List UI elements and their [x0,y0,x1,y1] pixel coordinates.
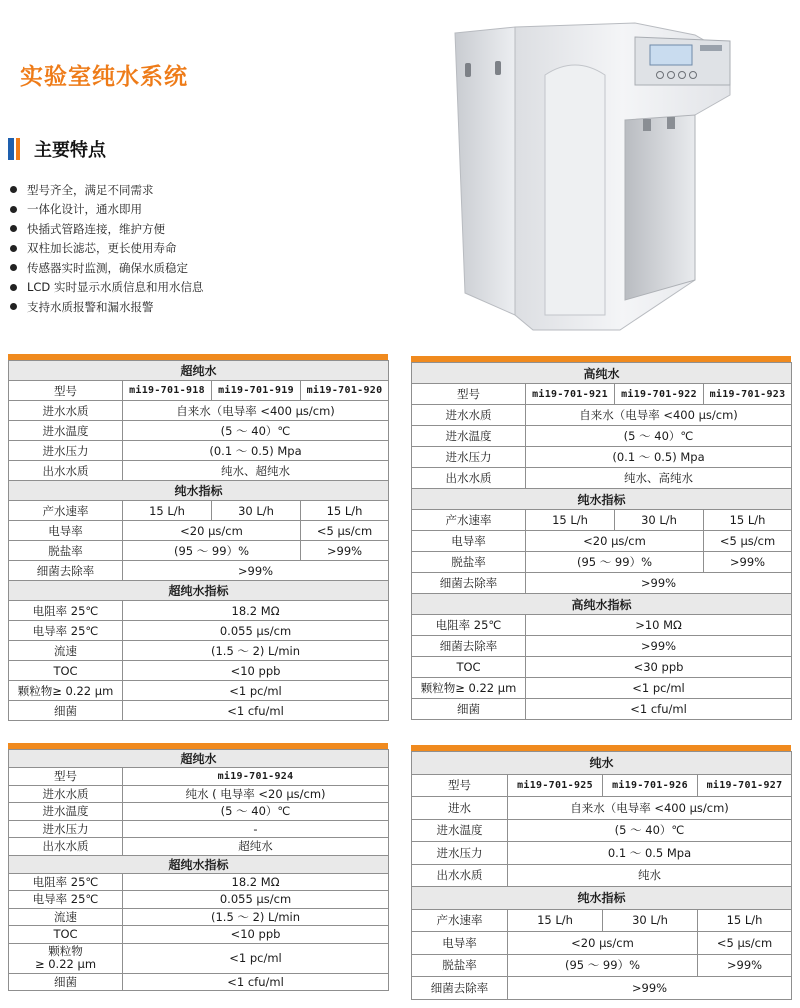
feature-text: 快插式管路连接，维护方便 [27,221,165,236]
model-number: mi19-701-926 [603,774,698,797]
row-value: 超纯水 [123,838,389,856]
row-label: 电导率 [9,521,123,541]
row-label: 细菌去除率 [412,636,526,657]
row-value: <30 ppb [526,657,792,678]
row-value: 15 L/h [508,909,603,932]
section-heading: 超纯水指标 [9,581,389,601]
row-value: <1 pc/ml [123,943,389,973]
model-number: mi19-701-924 [123,768,389,786]
row-value: 30 L/h [615,510,704,531]
row-value: (0.1 ～ 0.5) Mpa [526,447,792,468]
model-number: mi19-701-927 [698,774,792,797]
row-label: 电导率 [412,932,508,955]
row-label: 进水温度 [412,819,508,842]
row-value: <10 ppb [123,926,389,944]
heading-bar-blue [8,138,14,160]
row-value: 0.055 μs/cm [123,621,389,641]
table-heading: 超纯水 [9,361,389,381]
row-value: <1 cfu/ml [526,699,792,720]
heading-bar-orange [16,138,20,160]
feature-item [10,239,203,259]
row-label: 进水压力 [9,820,123,838]
features-heading-text: 主要特点 [34,140,106,161]
row-value: <10 ppb [123,661,389,681]
features-heading [8,136,106,162]
row-label: 电导率 25℃ [9,891,123,909]
row-value: (95 ～ 99）% [526,552,704,573]
row-value: (95 ～ 99）% [123,541,301,561]
model-number: mi19-701-922 [615,384,704,405]
row-value: 自来水（电导率 <400 μs/cm) [508,797,792,820]
row-label: 电阻率 25℃ [412,615,526,636]
row-label: 颗粒物 ≥ 0.22 μm [9,943,123,973]
row-label: 细菌 [9,973,123,991]
row-value: <5 μs/cm [301,521,389,541]
row-label: 出水水质 [9,461,123,481]
row-value: (1.5 ～ 2) L/min [123,641,389,661]
row-label: 出水水质 [412,864,508,887]
bullet-icon [10,186,17,193]
section-heading: 纯水指标 [412,887,792,910]
row-value: 15 L/h [301,501,389,521]
page-title: 实验室纯水系统 [20,64,188,90]
row-value: <5 μs/cm [704,531,792,552]
row-value: (0.1 ～ 0.5) Mpa [123,441,389,461]
row-label: 进水温度 [9,421,123,441]
feature-text: 传感器实时监测，确保水质稳定 [27,260,188,275]
row-value: 30 L/h [212,501,301,521]
row-value: >99% [123,561,389,581]
row-value: <20 μs/cm [526,531,704,552]
feature-item [10,258,203,278]
row-label: TOC [412,657,526,678]
row-value: 30 L/h [603,909,698,932]
features-list [10,180,203,317]
row-value: 纯水 ( 电导率 <20 μs/cm) [123,785,389,803]
row-label: 细菌去除率 [412,573,526,594]
row-value: (5 ～ 40）℃ [508,819,792,842]
row-value: >99% [698,954,792,977]
row-value: >99% [301,541,389,561]
row-value: >99% [704,552,792,573]
row-label: 进水水质 [9,401,123,421]
row-label: 脱盐率 [412,954,508,977]
row-value: 15 L/h [698,909,792,932]
row-value: <5 μs/cm [698,932,792,955]
row-value: 纯水、高纯水 [526,468,792,489]
row-label: 进水温度 [9,803,123,821]
row-label: 产水速率 [412,510,526,531]
bullet-icon [10,264,17,271]
spec-table-ultrapure-1 [8,354,388,721]
feature-text: 支持水质报警和漏水报警 [27,299,154,314]
bullet-icon [10,303,17,310]
row-value: 自来水（电导率 <400 μs/cm) [123,401,389,421]
model-number: mi19-701-921 [526,384,615,405]
spec-table-pure [411,745,791,1000]
row-value: <1 cfu/ml [123,701,389,721]
row-label: 颗粒物≥ 0.22 μm [412,678,526,699]
feature-text: 一体化设计，通水即用 [27,202,142,217]
feature-item [10,219,203,239]
row-label: 细菌去除率 [412,977,508,1000]
row-label: 进水水质 [412,405,526,426]
bullet-icon [10,225,17,232]
row-value: <20 μs/cm [508,932,698,955]
row-value: 18.2 MΩ [123,601,389,621]
row-value: 自来水（电导率 <400 μs/cm) [526,405,792,426]
row-value: >10 MΩ [526,615,792,636]
row-value: 15 L/h [123,501,212,521]
row-value: >99% [526,636,792,657]
row-label: 进水压力 [9,441,123,461]
row-value: (5 ～ 40）℃ [526,426,792,447]
row-label: 细菌去除率 [9,561,123,581]
section-heading: 超纯水指标 [9,855,389,873]
row-label: 型号 [9,381,123,401]
row-label: 出水水质 [412,468,526,489]
spec-table-highpure [411,356,791,720]
model-number: mi19-701-919 [212,381,301,401]
row-label: TOC [9,661,123,681]
row-label: 颗粒物≥ 0.22 μm [9,681,123,701]
row-label: 产水速率 [9,501,123,521]
row-value: >99% [508,977,792,1000]
row-value: - [123,820,389,838]
model-number: mi19-701-923 [704,384,792,405]
feature-text: 双柱加长滤芯，更长使用寿命 [27,241,177,256]
section-heading: 高纯水指标 [412,594,792,615]
row-value: <1 pc/ml [526,678,792,699]
feature-text: 型号齐全，满足不同需求 [27,182,154,197]
row-label: 细菌 [412,699,526,720]
row-value: 15 L/h [704,510,792,531]
row-value: <1 pc/ml [123,681,389,701]
feature-text: LCD 实时显示水质信息和用水信息 [27,280,204,295]
row-label: 进水 [412,797,508,820]
row-label: 进水压力 [412,447,526,468]
row-value: 0.1 ～ 0.5 Mpa [508,842,792,865]
model-number: mi19-701-918 [123,381,212,401]
row-label: TOC [9,926,123,944]
row-label: 型号 [9,768,123,786]
bullet-icon [10,206,17,213]
model-number: mi19-701-920 [301,381,389,401]
row-value: 纯水、超纯水 [123,461,389,481]
row-label: 流速 [9,908,123,926]
spec-table-ultrapure-2 [8,743,388,991]
row-value: <1 cfu/ml [123,973,389,991]
row-label: 电导率 25℃ [9,621,123,641]
row-label: 脱盐率 [412,552,526,573]
row-value: >99% [526,573,792,594]
row-label: 电阻率 25℃ [9,601,123,621]
bullet-icon [10,284,17,291]
row-value: 15 L/h [526,510,615,531]
row-label: 细菌 [9,701,123,721]
row-label: 电导率 [412,531,526,552]
table-heading: 纯水 [412,752,792,775]
row-label: 进水压力 [412,842,508,865]
feature-item [10,278,203,298]
feature-item [10,200,203,220]
row-label: 进水水质 [9,785,123,803]
feature-item [10,180,203,200]
water-system-product-image [445,15,755,340]
row-value: (1.5 ～ 2) L/min [123,908,389,926]
row-value: (5 ～ 40）℃ [123,421,389,441]
row-label: 型号 [412,774,508,797]
row-label: 型号 [412,384,526,405]
row-value: 0.055 μs/cm [123,891,389,909]
row-value: 纯水 [508,864,792,887]
row-label: 电阻率 25℃ [9,873,123,891]
table-heading: 超纯水 [9,750,389,768]
bullet-icon [10,245,17,252]
row-label: 脱盐率 [9,541,123,561]
row-value: 18.2 MΩ [123,873,389,891]
row-label: 进水温度 [412,426,526,447]
row-value: (95 ～ 99）% [508,954,698,977]
table-heading: 高纯水 [412,363,792,384]
row-value: (5 ～ 40）℃ [123,803,389,821]
section-heading: 纯水指标 [9,481,389,501]
row-value: <20 μs/cm [123,521,301,541]
row-label: 出水水质 [9,838,123,856]
row-label: 产水速率 [412,909,508,932]
section-heading: 纯水指标 [412,489,792,510]
model-number: mi19-701-925 [508,774,603,797]
row-label: 流速 [9,641,123,661]
feature-item [10,297,203,317]
